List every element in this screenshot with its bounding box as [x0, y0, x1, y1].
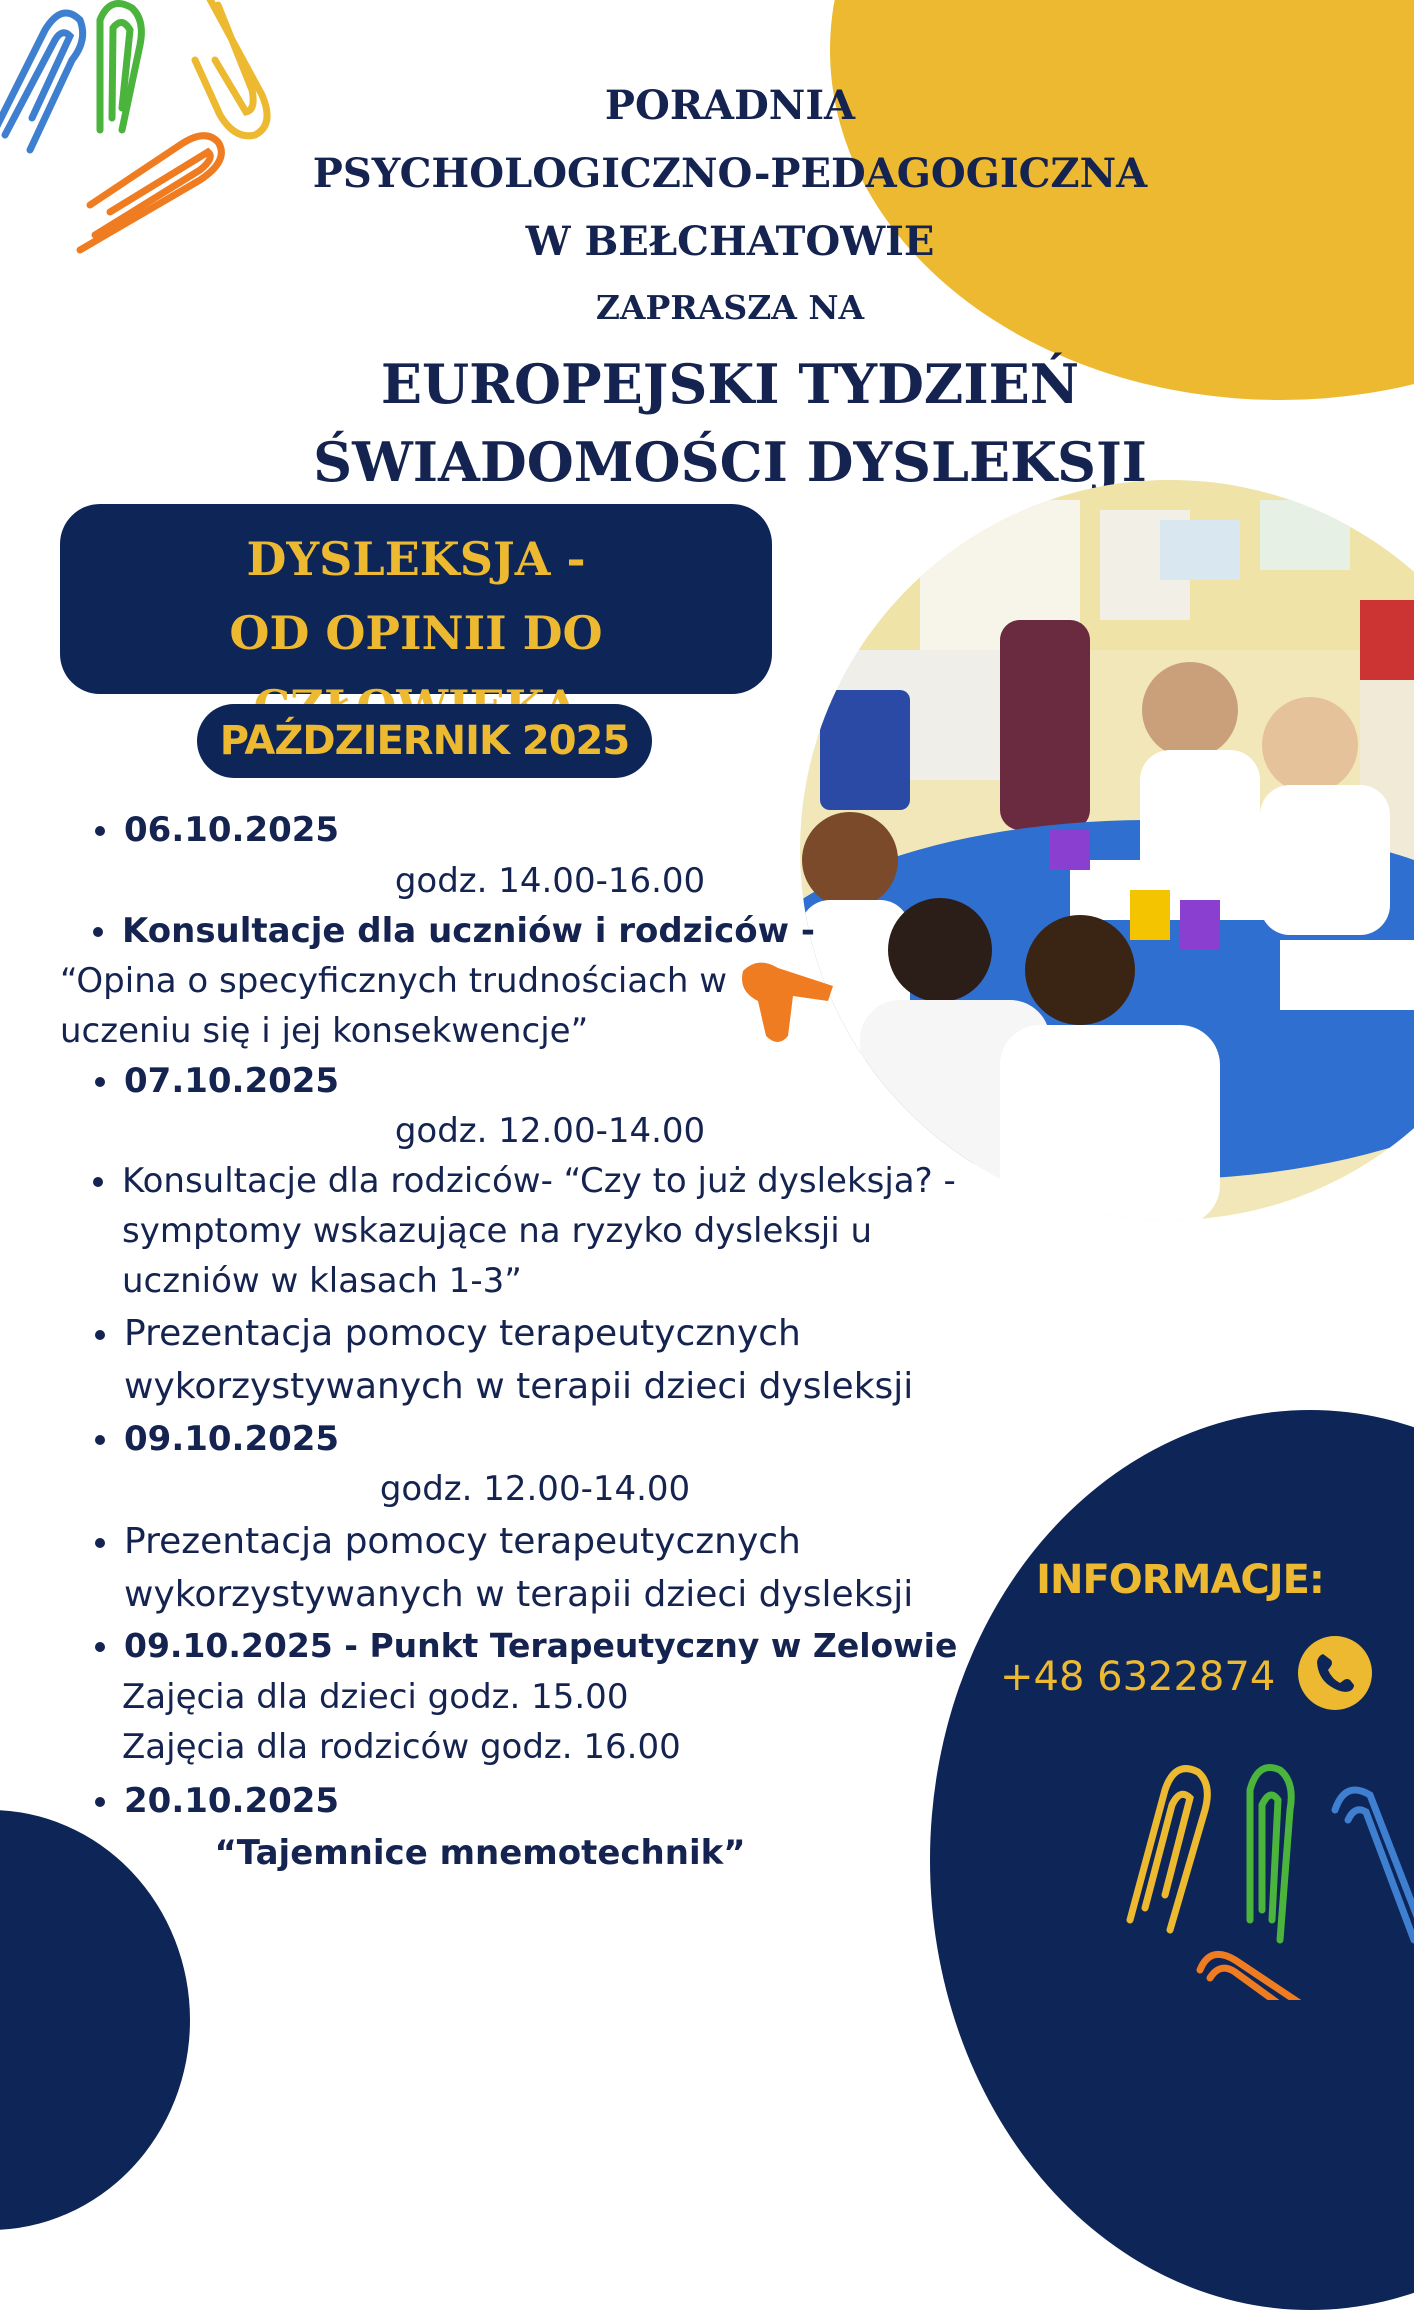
- schedule-time-2: godz. 12.00-14.00: [394, 1111, 706, 1151]
- schedule-kids-4: Zajęcia dla dzieci godz. 15.00: [122, 1677, 629, 1717]
- schedule-desc-1b: uczeniu się i jej konsekwencje”: [60, 1011, 589, 1051]
- theme-line-1: DYSLEKSJA -: [246, 532, 586, 586]
- schedule-desc-1a: “Opina o specyficznych trudnościach w: [60, 961, 728, 1001]
- schedule-parents-4: Zajęcia dla rodziców godz. 16.00: [122, 1727, 681, 1767]
- event-title-line-1: EUROPEJSKI TYDZIEŃ: [380, 352, 1080, 416]
- org-line-2: PSYCHOLOGICZNO-PEDAGOGICZNA: [312, 150, 1148, 197]
- schedule-item-2a-line-3: uczniów w klasach 1-3”: [122, 1261, 522, 1301]
- schedule-item-2a-line-1: Konsultacje dla rodziców- “Czy to już dysleksja? -: [122, 1158, 956, 1204]
- invite-text: ZAPRASZA NA: [595, 288, 865, 327]
- schedule-date-5: 20.10.2025: [124, 1778, 339, 1824]
- navy-decor-circle-bottom-left: [0, 1810, 190, 2230]
- info-title: INFORMACJE:: [1036, 1557, 1324, 1603]
- schedule-date-2: 07.10.2025: [124, 1058, 339, 1104]
- event-title-line-2: ŚWIADOMOŚCI DYSLEKSJI: [313, 430, 1147, 494]
- theme-banner: [60, 504, 772, 694]
- schedule-date-3: 09.10.2025: [124, 1416, 339, 1462]
- org-line-3: W BEŁCHATOWIE: [525, 218, 935, 265]
- schedule-date-1: 06.10.2025: [124, 807, 339, 853]
- organization-name: [290, 72, 1170, 276]
- schedule-item-2a-line-2: symptomy wskazujące na ryzyko dysleksji u: [122, 1211, 873, 1251]
- org-line-1: PORADNIA: [604, 82, 856, 129]
- schedule-heading-4: 09.10.2025 - Punkt Terapeutyczny w Zelowie: [124, 1623, 957, 1669]
- classroom-photo: [800, 480, 1414, 1220]
- schedule-time-1: godz. 14.00-16.00: [394, 861, 706, 901]
- schedule-item-2b-line-2: wykorzystywanych w terapii dzieci dysleksji: [124, 1366, 914, 1407]
- orange-tape-icon: [738, 956, 838, 1046]
- schedule-time-3: godz. 12.00-14.00: [379, 1469, 691, 1509]
- paperclips-top-left-icon: [0, 0, 290, 270]
- schedule-item-3-line-1: Prezentacja pomocy terapeutycznych: [124, 1519, 801, 1565]
- schedule-item-2b-line-1: Prezentacja pomocy terapeutycznych: [124, 1311, 801, 1357]
- info-phone: +48 6322874: [1000, 1654, 1276, 1700]
- event-title: [290, 345, 1170, 501]
- month-badge: PAŹDZIERNIK 2025: [197, 704, 652, 778]
- phone-icon: [1298, 1636, 1372, 1710]
- schedule-item-1: Konsultacje dla uczniów i rodziców -: [122, 908, 815, 954]
- theme-line-2: OD OPINII DO: [229, 606, 603, 660]
- paperclips-bottom-right-icon: [1110, 1750, 1414, 2000]
- schedule-title-5: “Tajemnice mnemotechnik”: [214, 1833, 746, 1873]
- schedule-item-3-line-2: wykorzystywanych w terapii dzieci dysleksji: [124, 1574, 914, 1615]
